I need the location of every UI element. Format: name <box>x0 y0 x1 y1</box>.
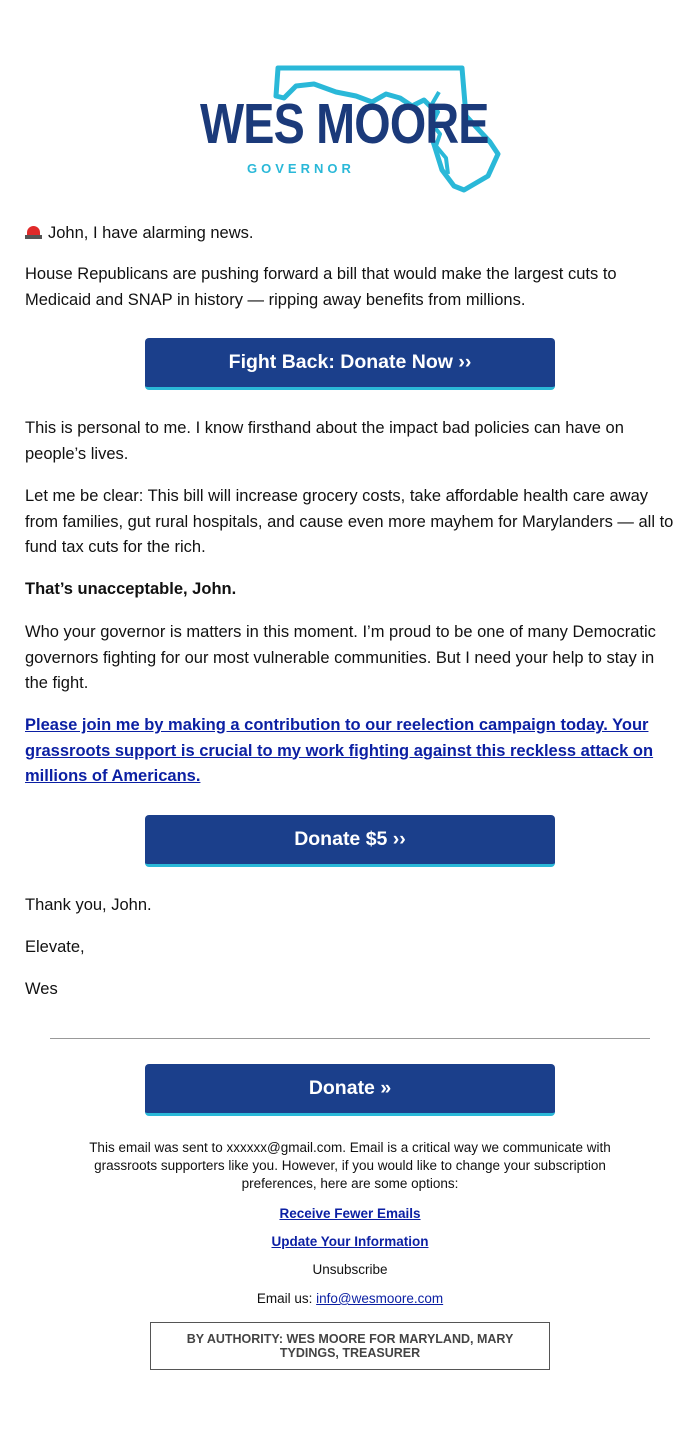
paragraph-5 <box>25 620 680 697</box>
signature-line <box>25 977 680 1003</box>
signoff-text: Elevate, <box>25 938 85 956</box>
paragraph-2-text: This is personal to me. I know firsthand about the impact bad policies can have on people’s lives. <box>25 419 624 463</box>
signature-text: Wes <box>25 980 58 998</box>
update-info-row <box>0 1233 700 1251</box>
receive-fewer-emails-link[interactable]: Receive Fewer Emails <box>279 1206 421 1221</box>
greeting-text: John, I have alarming news. <box>48 224 254 242</box>
footer-notice: This email was sent to xxxxxx@gmail.com. Email is a critical way we communicate with grassroots supporters like you. However, if you would like to change your subscription preferences, here are some options: <box>89 1140 611 1191</box>
contact-email-link[interactable]: info@wesmoore.com <box>316 1291 444 1306</box>
thanks-text: Thank you, John. <box>25 896 152 914</box>
logo-subtitle: GOVERNOR <box>247 161 355 176</box>
signoff-line <box>25 935 680 961</box>
footer-divider <box>50 1038 650 1039</box>
paragraph-5-text: Who your governor is matters in this moment. I’m proud to be one of many Democratic governors fighting for our most vulnerable communities. But I need your help to stay in the fight. <box>25 623 656 692</box>
unsubscribe-row <box>0 1261 700 1279</box>
paragraph-4 <box>25 577 680 603</box>
contribution-link-paragraph <box>25 713 680 790</box>
paragraph-3 <box>25 484 680 561</box>
donate-5-button[interactable]: Donate $5 ›› <box>145 815 555 867</box>
rotating-light-icon <box>25 225 42 239</box>
unsubscribe-link[interactable]: Unsubscribe <box>312 1262 388 1277</box>
email-us-label: Email us: <box>256 1291 313 1306</box>
thanks-line <box>25 893 680 919</box>
contribution-link[interactable]: Please join me by making a contribution to our reelection campaign today. Your grassroots support is crucial to my work fighting against this reckless attack on millions of Americans. <box>25 716 654 785</box>
fight-back-donate-button[interactable]: Fight Back: Donate Now ›› <box>145 338 555 390</box>
unacceptable-statement: That’s unacceptable, John. <box>25 580 237 598</box>
paragraph-2 <box>25 416 680 467</box>
wes-moore-logo <box>196 62 506 197</box>
logo-name: WES MOORE <box>200 92 489 156</box>
paragraph-1 <box>25 262 680 313</box>
paragraph-3-text: Let me be clear: This bill will increase grocery costs, take affordable health care away from families, gut rural hospitals, and cause even more mayhem for Marylanders — all to fund tax cuts for the rich. <box>25 487 674 556</box>
fewer-emails-row <box>0 1205 700 1223</box>
footer-donate-button[interactable]: Donate » <box>145 1064 555 1116</box>
greeting-line <box>25 221 680 247</box>
contact-email-row <box>0 1290 700 1308</box>
authority-disclaimer: BY AUTHORITY: WES MOORE FOR MARYLAND, MARY TYDINGS, TREASURER <box>150 1322 550 1370</box>
paragraph-1-text: House Republicans are pushing forward a bill that would make the largest cuts to Medicaid and SNAP in history — ripping away benefits from millions. <box>25 265 617 309</box>
update-information-link[interactable]: Update Your Information <box>271 1234 429 1249</box>
